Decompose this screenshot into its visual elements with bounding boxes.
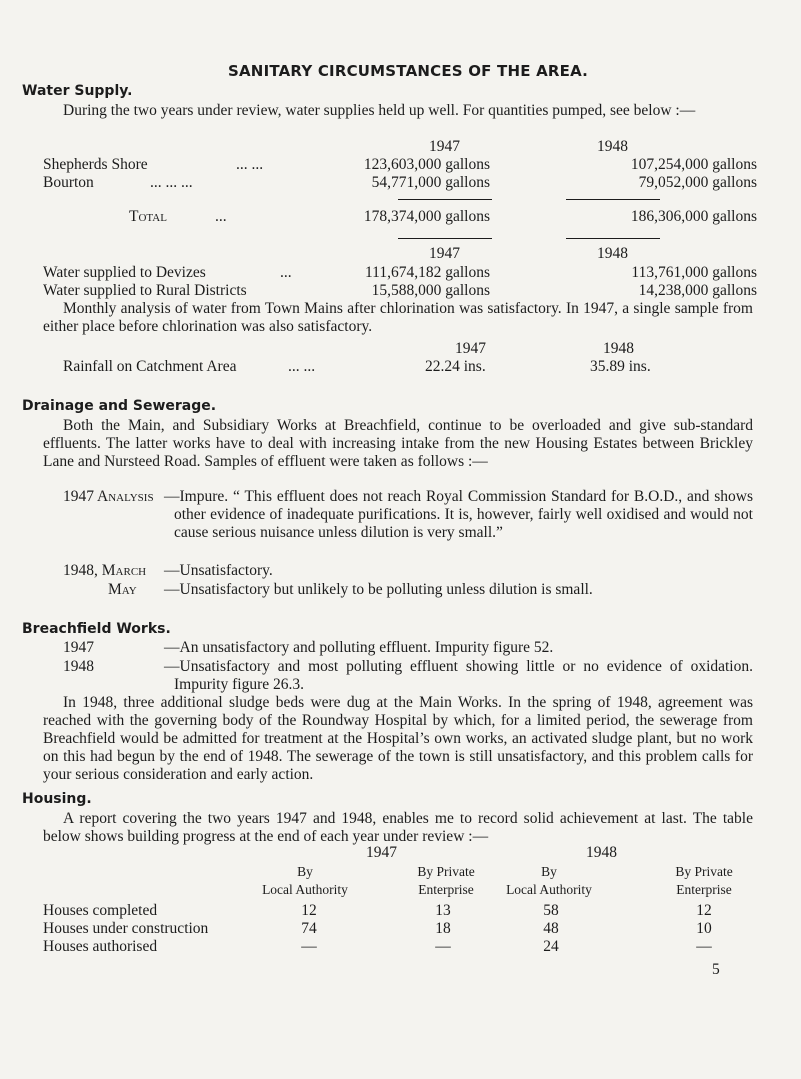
analysis-1947-label: 1947 Analysis: [63, 488, 154, 505]
housing-cell: 58: [543, 902, 559, 919]
water-row-value-1948: 79,052,000 gallons: [638, 174, 757, 191]
housing-col-header-line: Local Authority: [506, 882, 592, 897]
water-year-1947: 1947: [429, 138, 460, 155]
breachfield-paragraph: In 1948, three additional sludge beds were dug at the Main Works. In the spring of 1948, agreement was reached with the governing body of the Roundway Hospital by which, for a limited period, the sewerage from Breachfield would be admitted for treatment at the Hospital’s own works, an activated sludge plant, but no work on this had begun by the end of 1948. The sewerage of the town is still unsatisfactory, and this problem calls for your serious consideration and early action.: [43, 694, 753, 783]
housing-paragraph: A report covering the two years 1947 and 1948, enables me to record solid achievement at last. The table below shows building progress at the end of each year under review :—: [43, 810, 753, 845]
march-1948-text: —Unsatisfactory.: [164, 562, 273, 579]
breachfield-1947-text: —An unsatisfactory and polluting effluent. Impurity figure 52.: [164, 639, 554, 656]
may-1948-label: May: [108, 581, 137, 598]
total-rule-top-1948: [566, 199, 660, 200]
drainage-paragraph: Both the Main, and Subsidiary Works at Breachfield, continue to be overloaded and give sub-standard effluents. The latter works have to deal with increasing intake from the new Housing Estates between Brickley Lane and Nursteed Road. Samples of effluent were taken as follows :—: [43, 417, 753, 470]
housing-row-label: Houses under construction: [43, 920, 209, 937]
water-row-label: Shepherds Shore: [43, 156, 148, 173]
analysis-1947-text: —Impure. “ This effluent does not reach Royal Commission Standard for B.O.D., and shows other evidence of inadequate purifications. It is, however, fairly well oxidised and would not cause serious nuisance unless dilution is very small.”: [164, 488, 753, 541]
housing-col-header-line: By: [297, 864, 313, 879]
housing-col-header-line: By Private: [675, 864, 733, 879]
water-total-label: Total: [129, 208, 167, 225]
water-row-dots: ... ...: [236, 156, 264, 173]
housing-col-header: [402, 863, 490, 899]
water-supplied-label: Water supplied to Rural Districts: [43, 282, 247, 299]
rainfall-1947: 22.24 ins.: [425, 358, 486, 375]
housing-col-header-line: Enterprise: [418, 882, 474, 897]
housing-cell: 12: [696, 902, 712, 919]
water-row-value-1947: 54,771,000 gallons: [371, 174, 490, 191]
total-rule-bottom-1947: [398, 238, 492, 239]
water-supplied-1948: 14,238,000 gallons: [638, 282, 757, 299]
housing-cell: 12: [301, 902, 317, 919]
water-total-1947: 178,374,000 gallons: [363, 208, 490, 225]
housing-cell: 24: [543, 938, 559, 955]
section-heading-water-supply: Water Supply.: [22, 83, 133, 99]
water-row-value-1947: 123,603,000 gallons: [363, 156, 490, 173]
housing-cell: 48: [543, 920, 559, 937]
water-row-value-1948: 107,254,000 gallons: [630, 156, 757, 173]
page-number: 5: [712, 961, 720, 978]
rainfall-label: Rainfall on Catchment Area: [63, 358, 237, 375]
march-1948-label: 1948, March: [63, 562, 147, 579]
may-1948-text: —Unsatisfactory but unlikely to be polluting unless dilution is small.: [164, 581, 593, 598]
housing-col-header: [660, 863, 748, 899]
total-rule-top-1947: [398, 199, 492, 200]
water-total-dots: ...: [215, 208, 227, 225]
housing-year-1947: 1947: [366, 844, 397, 861]
housing-row-label: Houses completed: [43, 902, 158, 919]
housing-cell: 13: [435, 902, 451, 919]
housing-col-header: [504, 863, 594, 899]
section-heading-drainage: Drainage and Sewerage.: [22, 398, 217, 414]
rainfall-dots: ... ...: [288, 358, 316, 375]
water-supplied-1948: 113,761,000 gallons: [631, 264, 757, 281]
water-row-label: Bourton: [43, 174, 94, 191]
breachfield-1947-label: 1947: [63, 639, 94, 656]
housing-year-1948: 1948: [586, 844, 617, 861]
housing-cell: —: [301, 938, 317, 955]
water-year-1948: 1948: [597, 138, 628, 155]
housing-col-header-line: Local Authority: [262, 882, 348, 897]
section-heading-housing: Housing.: [22, 791, 92, 807]
rainfall-year-1947: 1947: [455, 340, 486, 357]
housing-cell: 74: [301, 920, 317, 937]
breachfield-1948-label: 1948: [63, 658, 94, 675]
breachfield-1948-text: —Unsatisfactory and most polluting effluent showing little or no evidence of oxidation. Impurity figure 26.3.: [164, 658, 753, 693]
housing-col-header-line: By Private: [417, 864, 475, 879]
housing-col-header: [260, 863, 350, 899]
water-supplied-year-1947: 1947: [429, 245, 460, 262]
total-rule-bottom-1948: [566, 238, 660, 239]
water-row-dots: ... ... ...: [150, 174, 193, 191]
water-supplied-dots: ...: [280, 264, 292, 281]
rainfall-year-1948: 1948: [603, 340, 634, 357]
section-heading-breachfield: Breachfield Works.: [22, 621, 171, 637]
water-intro: During the two years under review, water supplies held up well. For quantities pumped, see below :—: [63, 102, 696, 119]
water-total-1948: 186,306,000 gallons: [630, 208, 757, 225]
water-supplied-1947: 111,674,182 gallons: [365, 264, 490, 281]
housing-cell: —: [696, 938, 712, 955]
housing-row-label: Houses authorised: [43, 938, 158, 955]
housing-col-header-line: Enterprise: [676, 882, 732, 897]
water-supplied-label: Water supplied to Devizes: [43, 264, 206, 281]
page-title: SANITARY CIRCUMSTANCES OF THE AREA.: [228, 62, 589, 80]
water-supplied-1947: 15,588,000 gallons: [371, 282, 490, 299]
water-analysis-text: Monthly analysis of water from Town Mains after chlorination was satisfactory. In 1947, a single sample from either place before chlorination was also satisfactory.: [43, 300, 753, 335]
housing-cell: 18: [435, 920, 451, 937]
housing-cell: —: [435, 938, 451, 955]
housing-cell: 10: [696, 920, 712, 937]
rainfall-1948: 35.89 ins.: [590, 358, 651, 375]
water-supplied-year-1948: 1948: [597, 245, 628, 262]
housing-col-header-line: By: [541, 864, 557, 879]
